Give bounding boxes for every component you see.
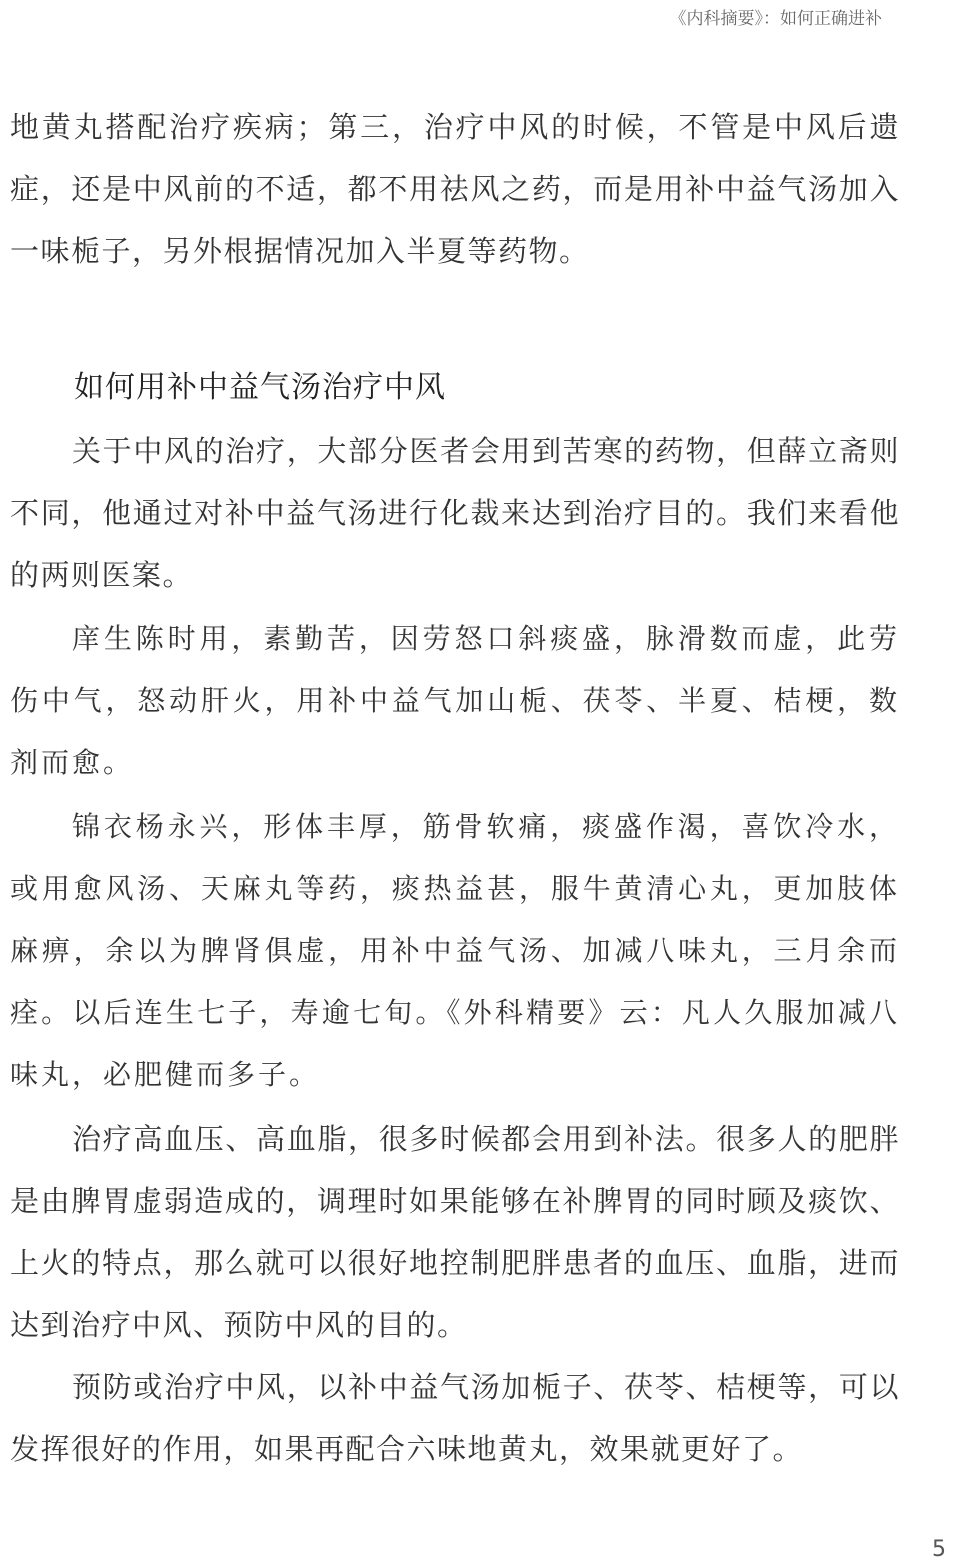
running-header: 《内科摘要》：如何正确进补	[669, 9, 882, 29]
paragraph-hypertension: 治疗高血压、高血脂，很多时候都会用到补法。很多人的肥胖是由脾胃虚弱造成的，调理时如果能够在补脾胃的同时顾及痰饮、上火的特点，那么就可以很好地控制肥胖患者的血压、血脂，进而达到治疗中风、预防中风的目的。	[10, 1122, 900, 1342]
paragraph-continuation: 地黄丸搭配治疗疾病；第三，治疗中风的时候，不管是中风后遗症，还是中风前的不适，都不用祛风之药，而是用补中益气汤加入一味栀子，另外根据情况加入半夏等药物。	[10, 110, 900, 268]
case-record-1: 庠生陈时用，素勤苦，因劳怒口斜痰盛，脉滑数而虚，此劳伤中气，怒动肝火，用补中益气加山栀、茯苓、半夏、桔梗，数剂而愈。	[10, 622, 900, 779]
case-record-2: 锦衣杨永兴，形体丰厚，筋骨软痛，痰盛作渴，喜饮冷水，或用愈风汤、天麻丸等药，痰热益甚，服牛黄清心丸，更加肢体麻痹，余以为脾肾俱虚，用补中益气汤、加减八味丸，三月余而痊。以后连生七子，寿逾七旬。《外科精要》云：凡人久服加减八味丸，必肥健而多子。	[10, 810, 900, 1091]
paragraph-prevention: 预防或治疗中风，以补中益气汤加栀子、茯苓、桔梗等，可以发挥很好的作用，如果再配合六味地黄丸，效果就更好了。	[10, 1370, 900, 1466]
section-title: 如何用补中益气汤治疗中风	[74, 370, 446, 405]
page-body	[10, 96, 900, 1480]
page-number: 5	[932, 1537, 946, 1562]
paragraph-intro: 关于中风的治疗，大部分医者会用到苦寒的药物，但薛立斋则不同，他通过对补中益气汤进行化裁来达到治疗目的。我们来看他的两则医案。	[10, 434, 900, 592]
